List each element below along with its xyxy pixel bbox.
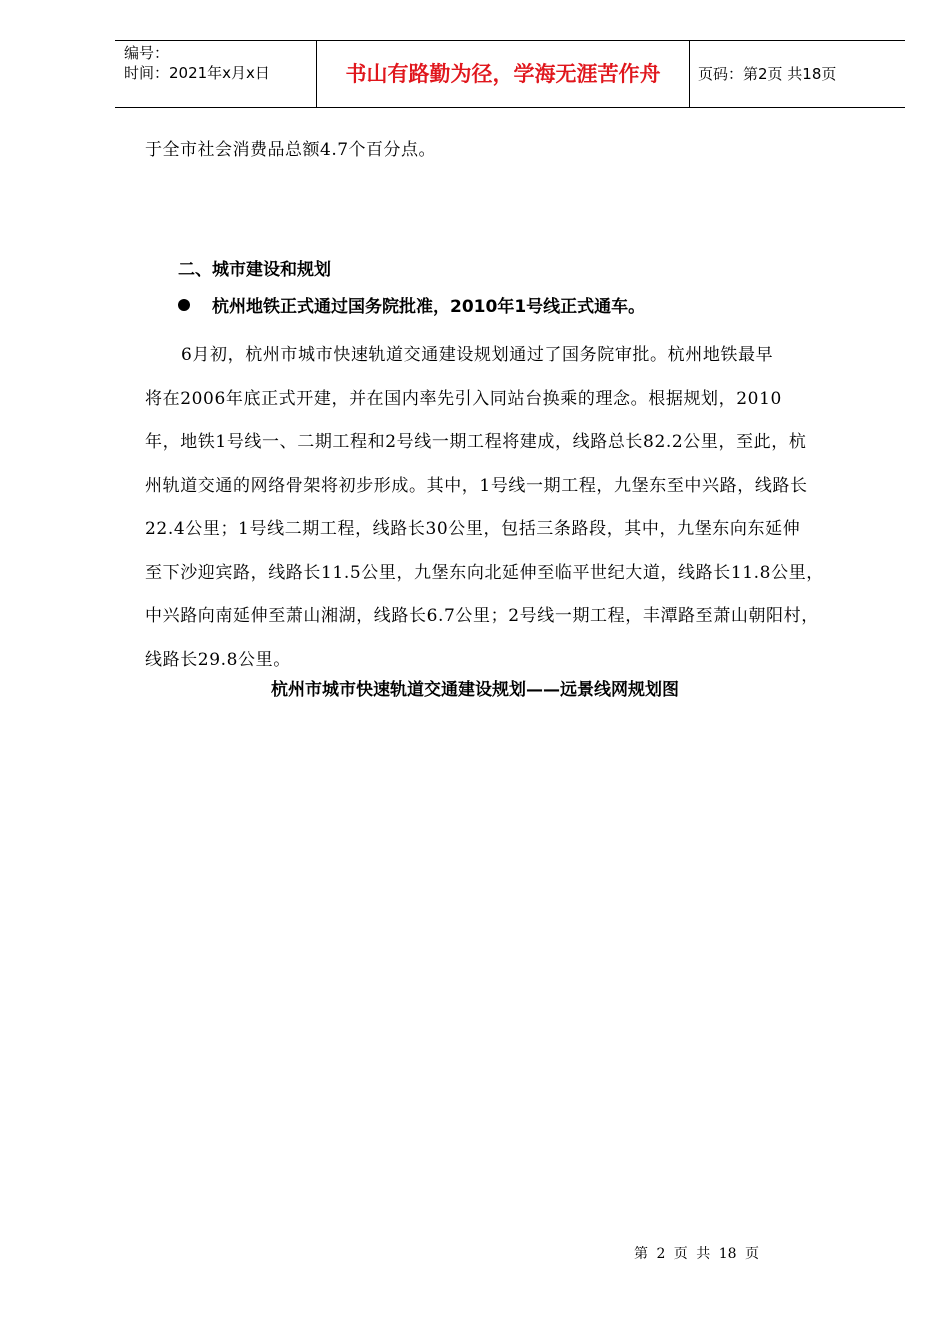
intro-paragraph: 于全市社会消费品总额4.7个百分点。 [145, 140, 437, 160]
body-line: 6月初，杭州市城市快速轨道交通建设规划通过了国务院审批。杭州地铁最早 [181, 345, 774, 365]
bullet-heading [178, 294, 645, 320]
body-line: 线路长29.8公里。 [145, 649, 291, 670]
body-line: 州轨道交通的网络骨架将初步形成。其中，1号线一期工程，九堡东至中兴路，线路长 [145, 475, 808, 496]
body-paragraph [145, 334, 880, 682]
header-motto: 书山有路勤为径，学海无涯苦作舟 [317, 41, 690, 107]
bullet-dot-icon [178, 299, 190, 311]
header-page-info: 页码：第2页 共18页 [698, 65, 837, 83]
body-line: 年，地铁1号线一、二期工程和2号线一期工程将建成，线路总长82.2公里，至此，杭 [145, 432, 807, 452]
page-footer: 第 2 页 共 18 页 [634, 1246, 759, 1262]
serial-number-label: 编号： [124, 44, 170, 62]
map-title: 杭州市城市快速轨道交通建设规划——远景线网规划图 [271, 680, 679, 700]
section-title: 二、城市建设和规划 [178, 260, 331, 280]
body-line: 中兴路向南延伸至萧山湘湖，线路长6.7公里；2号线一期工程，丰潭路至萧山朝阳村， [145, 606, 819, 626]
body-line: 22.4公里；1号线二期工程，线路长30公里，包括三条路段，其中，九堡东向东延伸 [145, 519, 801, 539]
bullet-heading-text: 杭州地铁正式通过国务院批准，2010年1号线正式通车。 [212, 297, 646, 317]
header-meta-cell [115, 41, 317, 107]
date-label: 时间：2021年x月x日 [124, 64, 270, 82]
body-line: 将在2006年底正式开建，并在国内率先引入同站台换乘的理念。根据规划，2010 [145, 388, 782, 409]
body-line: 至下沙迎宾路，线路长11.5公里，九堡东向北延伸至临平世纪大道，线路长11.8公里， [145, 562, 824, 583]
page-header [115, 40, 905, 108]
